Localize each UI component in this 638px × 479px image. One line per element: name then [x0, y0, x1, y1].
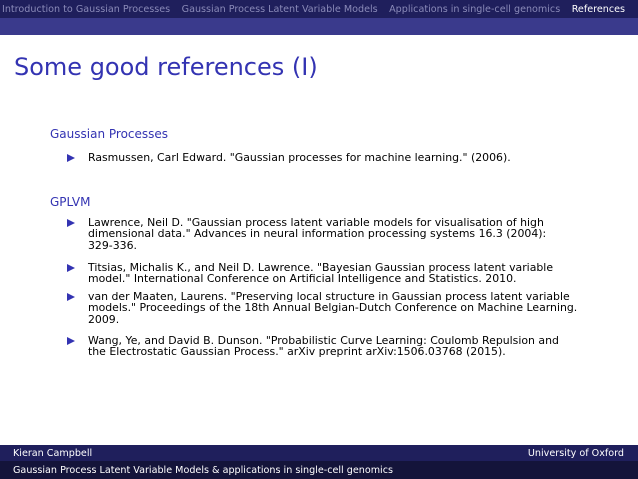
nav-item-applications[interactable]: Applications in single-cell genomics — [389, 3, 561, 15]
nav-item-introduction[interactable]: Introduction to Gaussian Processes — [2, 3, 171, 15]
bullet-triangle-icon — [67, 264, 75, 272]
footer-author-bar — [0, 445, 638, 461]
reference-text: Rasmussen, Carl Edward. "Gaussian processes for machine learning." (2006). — [88, 151, 511, 164]
reference-text: Lawrence, Neil D. "Gaussian process latent variable models for visualisation of high dimensional data." Advances in neural information processing systems 16.3 (2004): 329-336. — [88, 216, 547, 252]
footer-title-bar — [0, 461, 638, 479]
section-heading-gaussian-processes: Gaussian Processes — [50, 127, 169, 141]
reference-text: Wang, Ye, and David B. Dunson. "Probabilistic Curve Learning: Coulomb Repulsion and the Electrostatic Gaussian Process." arXiv preprint arXiv:1506.03768 (2015). — [88, 334, 559, 359]
bullet-triangle-icon — [67, 154, 75, 162]
bullet-triangle-icon — [67, 337, 75, 345]
nav-subsection-strip — [0, 18, 638, 35]
bullet-triangle-icon — [67, 293, 75, 301]
reference-text: Titsias, Michalis K., and Neil D. Lawrence. "Bayesian Gaussian process latent variable model." International Conference on Artificial Intelligence and Statistics. 2010. — [88, 261, 554, 286]
reference-text: van der Maaten, Laurens. "Preserving local structure in Gaussian process latent variable models." Proceedings of the 18th Annual Belgian-Dutch Conference on Machine Learning. 2009. — [88, 290, 578, 326]
bullet-triangle-icon — [67, 219, 75, 227]
nav-item-gplvm[interactable]: Gaussian Process Latent Variable Models — [181, 3, 378, 15]
footer-talk-title: Gaussian Process Latent Variable Models & applications in single-cell genomics — [13, 464, 393, 476]
footer-institution: University of Oxford — [527, 447, 624, 459]
section-heading-gplvm: GPLVM — [50, 195, 91, 209]
top-navigation — [0, 0, 638, 18]
nav-item-references[interactable]: References — [571, 3, 625, 15]
slide-title: Some good references (I) — [14, 53, 318, 81]
footer-author: Kieran Campbell — [13, 447, 93, 459]
